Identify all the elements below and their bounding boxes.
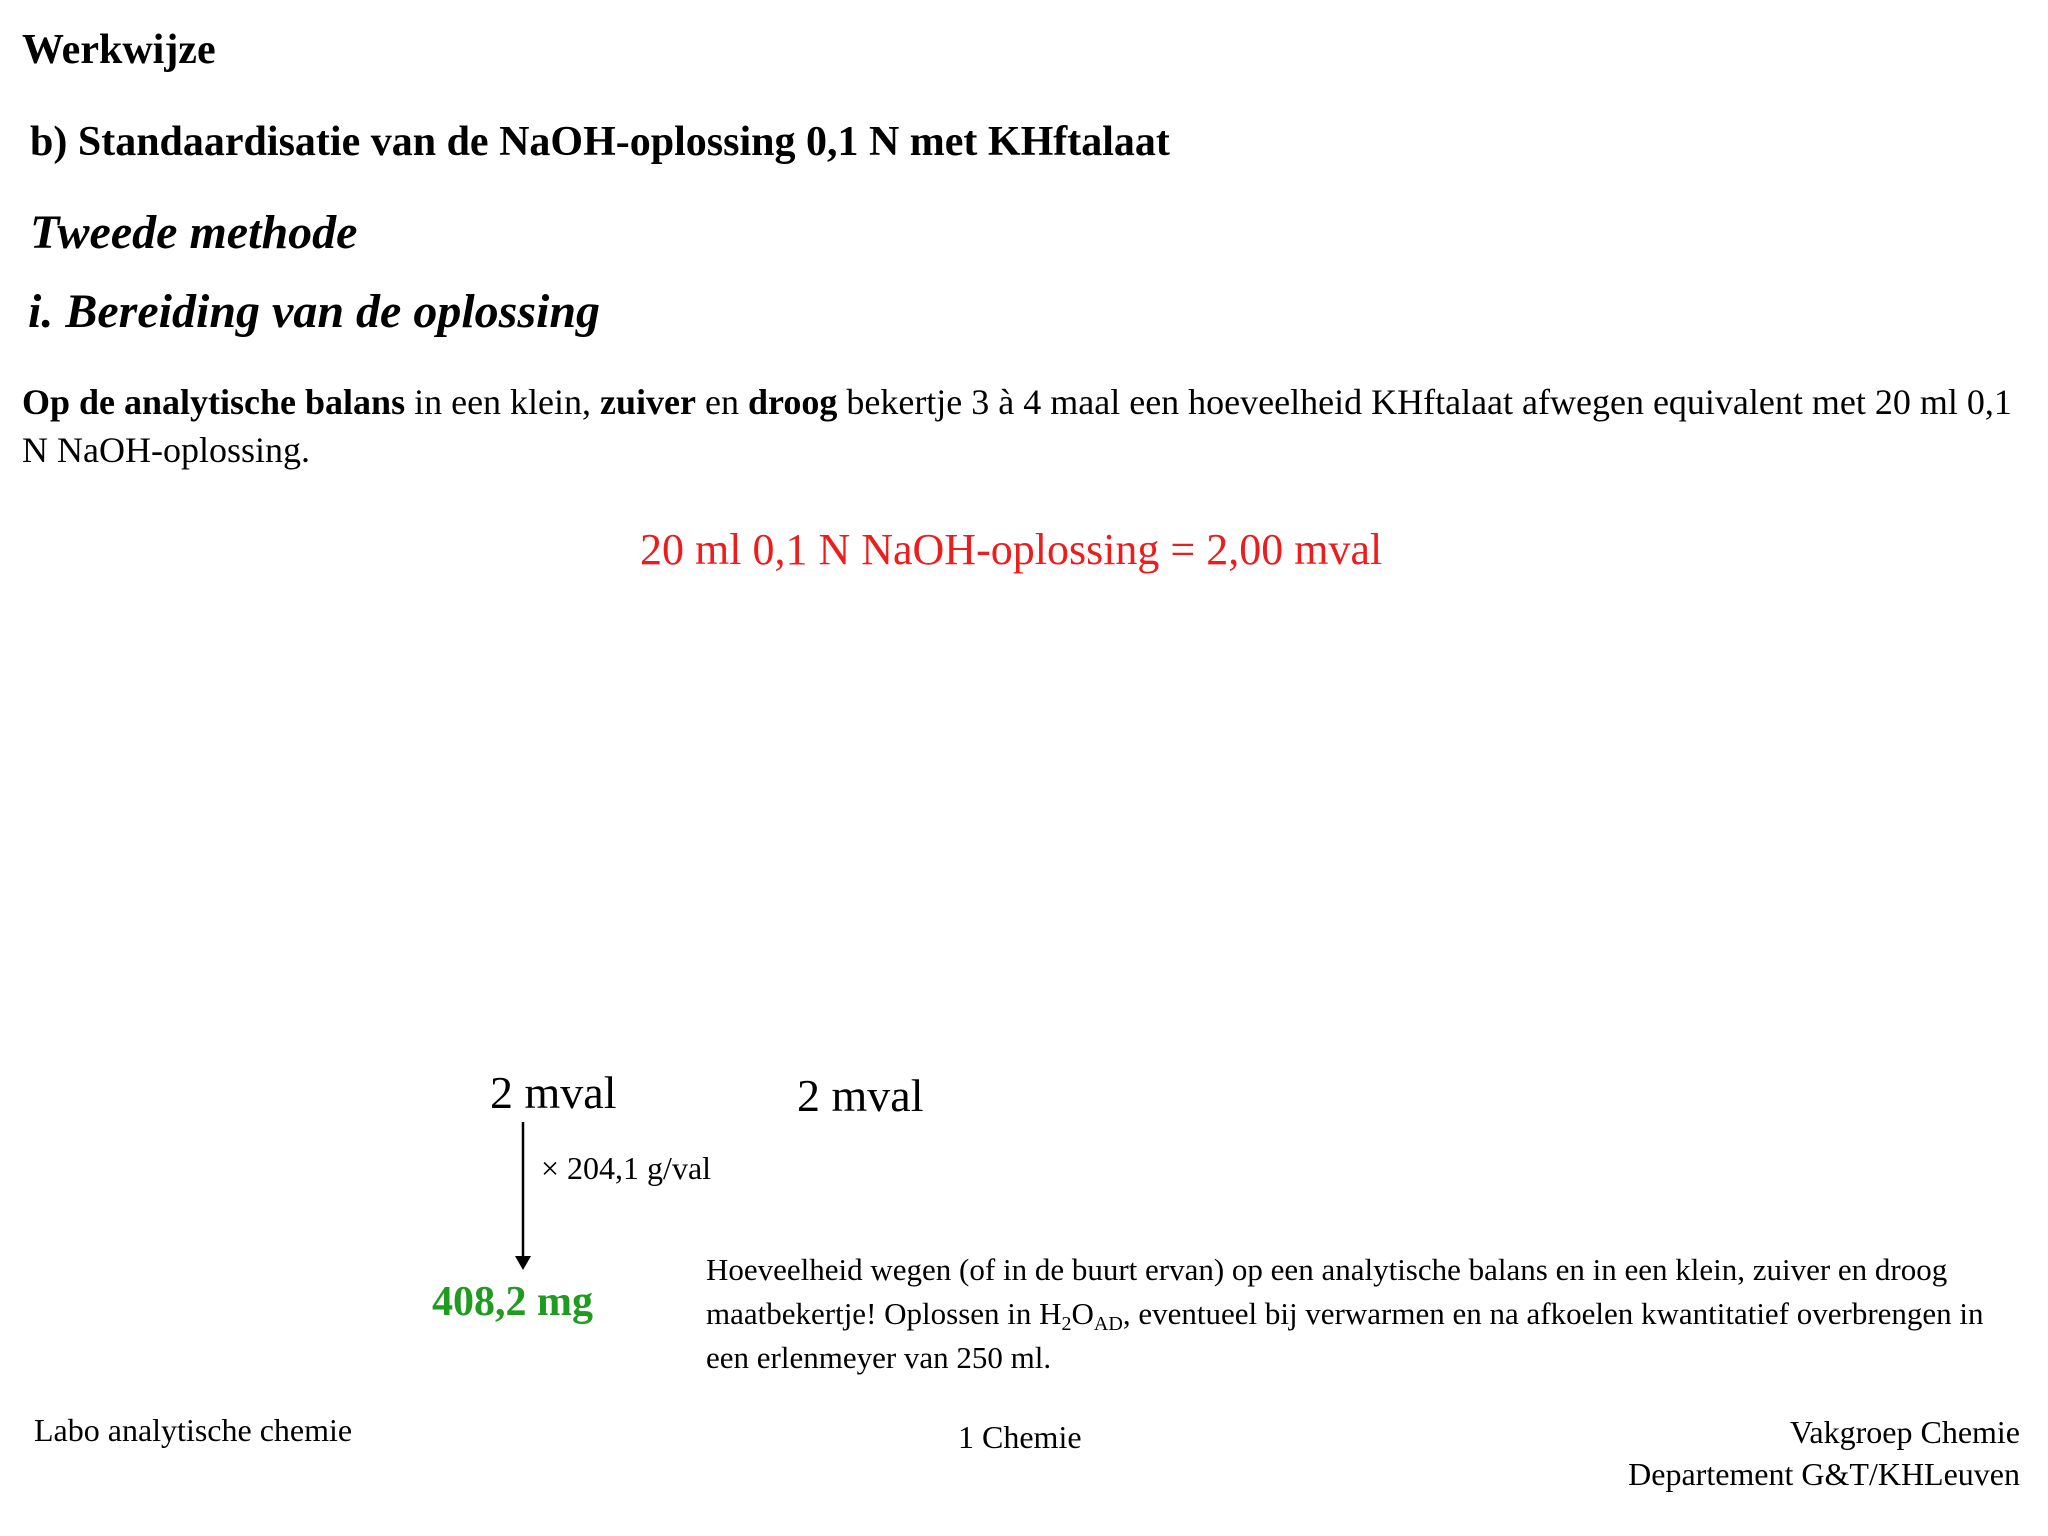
mass-result: 408,2 mg xyxy=(432,1279,593,1325)
method-heading: Tweede methode xyxy=(30,206,358,259)
note-text-1: Hoeveelheid wegen (of in de buurt ervan) op een analytische balans en in een klein, zuiver en droog maatbekertje! Oplossen in H xyxy=(706,1252,1948,1331)
footer-right xyxy=(1628,1411,2020,1495)
page-title: Werkwijze xyxy=(22,27,216,73)
bold-dry: droog xyxy=(748,382,838,422)
mval-left: 2 mval xyxy=(490,1067,617,1118)
section-heading: b) Standaardisatie van de NaOH-oplossing 0,1 N met KHftalaat xyxy=(30,119,1170,165)
multiplication-factor xyxy=(541,1150,711,1187)
equivalence-equation: 20 ml 0,1 N NaOH-oplossing = 2,00 mval xyxy=(640,525,1383,574)
instruction-paragraph xyxy=(22,378,2032,474)
factor-value: 204,1 g/val xyxy=(567,1150,712,1186)
paragraph-text-1: in een klein, xyxy=(405,382,601,422)
paragraph-text-3: bekertje 3 à 4 maal een hoeveelheid KHftalaat afwegen equivalent met 20 ml 0,1 N NaOH-oplossing. xyxy=(22,382,2012,470)
footer-page-label: 1 Chemie xyxy=(958,1419,1082,1455)
footer-right-line2: Departement G&T/KHLeuven xyxy=(1628,1456,2020,1492)
step-heading: i. Bereiding van de oplossing xyxy=(28,285,601,338)
down-arrow-icon xyxy=(506,1122,536,1272)
note-sub-2: AD xyxy=(1093,1313,1123,1335)
procedure-note xyxy=(706,1248,2026,1380)
mval-right: 2 mval xyxy=(797,1070,924,1121)
bold-clean: zuiver xyxy=(600,382,697,422)
multiply-icon: × xyxy=(541,1150,560,1186)
footer-left: Labo analytische chemie xyxy=(34,1412,353,1448)
bold-balance: Op de analytische balans xyxy=(22,382,406,422)
footer-right-line1: Vakgroep Chemie xyxy=(1789,1414,2020,1450)
note-text-2: O xyxy=(1071,1296,1094,1331)
note-text-3: , eventueel bij verwarmen en na afkoelen kwantitatief overbrengen in een erlenmeyer van 250 ml. xyxy=(706,1296,1984,1375)
note-sub-1: 2 xyxy=(1061,1313,1072,1335)
paragraph-text-2: en xyxy=(696,382,748,422)
